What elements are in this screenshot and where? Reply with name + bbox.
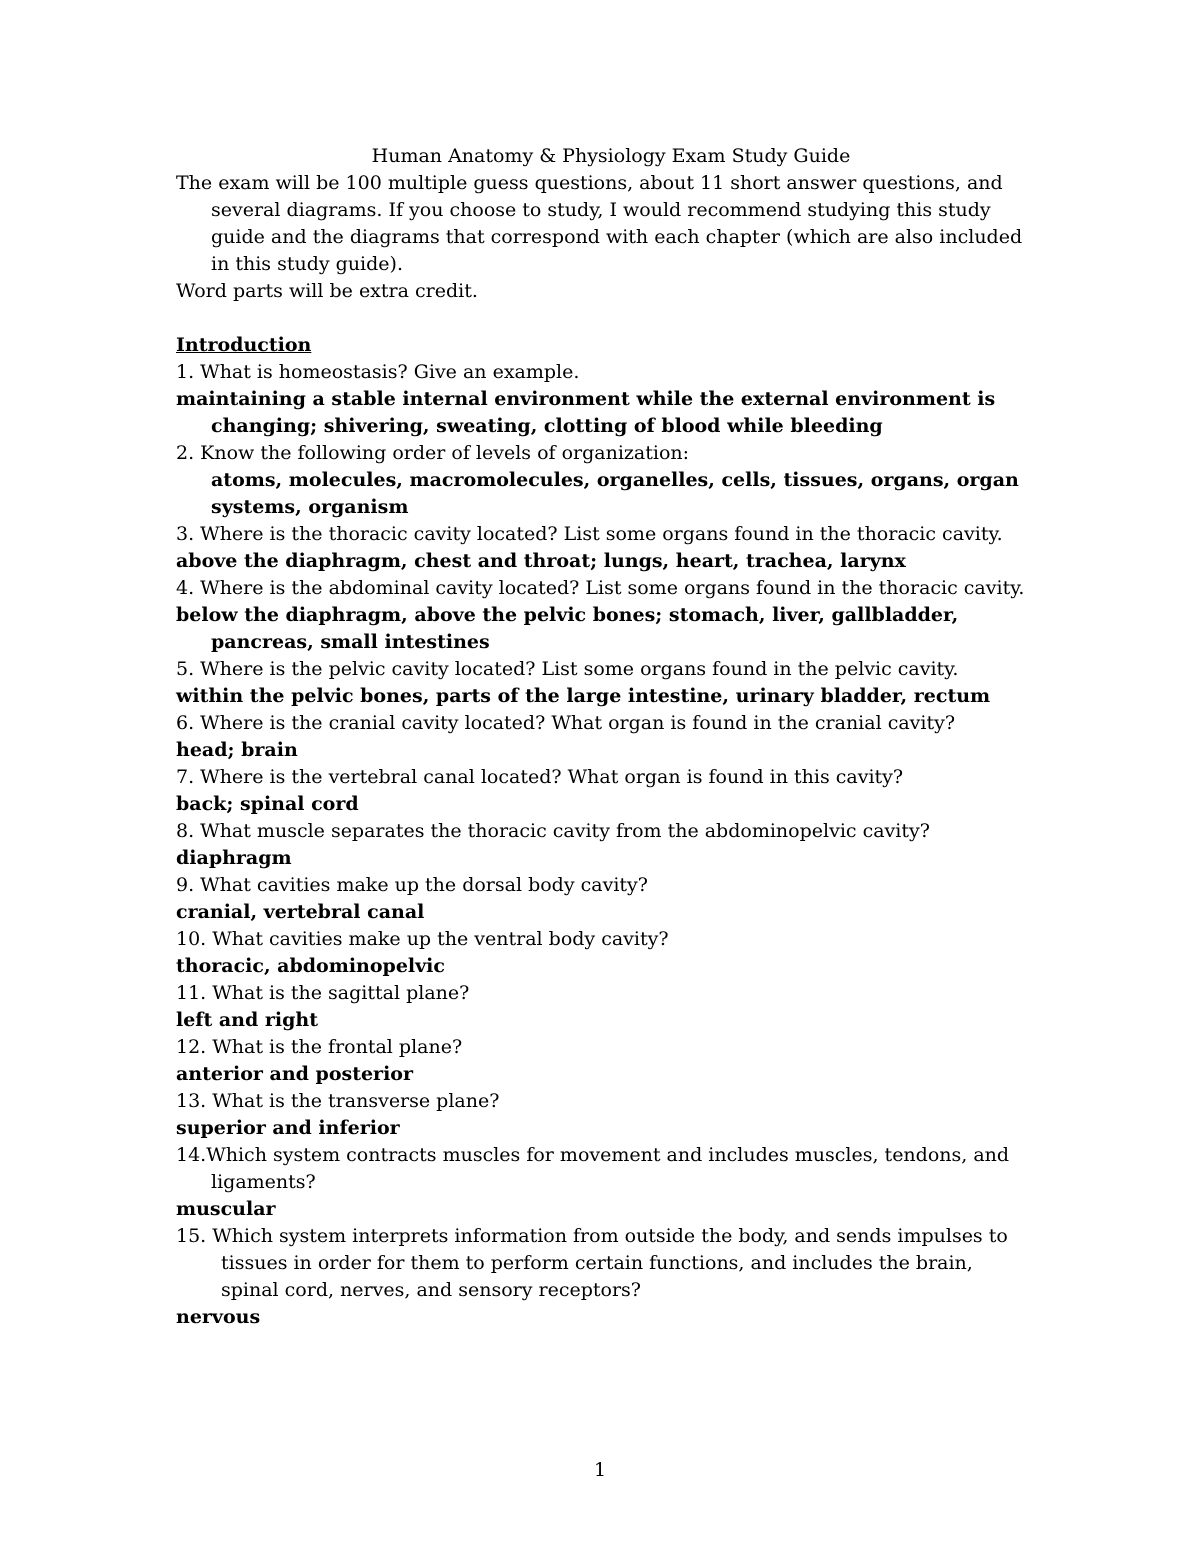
section-heading-introduction: Introduction (176, 334, 312, 356)
question-10: 10. What cavities make up the ventral body cavity? (176, 928, 669, 950)
answer-4: below the diaphragm, above the pelvic bones; stomach, liver, gallbladder, pancreas, small intestines (176, 604, 959, 653)
question-12: 12. What is the frontal plane? (176, 1036, 463, 1058)
question-7: 7. Where is the vertebral canal located? What organ is found in this cavity? (176, 766, 904, 788)
question-5: 5. Where is the pelvic cavity located? List some organs found in the pelvic cavity. (176, 658, 959, 680)
extra-credit-note: Word parts will be extra credit. (176, 280, 478, 302)
answer-13: superior and inferior (176, 1117, 400, 1139)
question-1: 1. What is homeostasis? Give an example. (176, 361, 580, 383)
document-title: Human Anatomy & Physiology Exam Study Guide (371, 145, 851, 167)
answer-1: maintaining a stable internal environment while the external environment is changing; shivering, sweating, clotting of blood while bleeding (176, 388, 996, 437)
question-9: 9. What cavities make up the dorsal body cavity? (176, 874, 648, 896)
answer-12: anterior and posterior (176, 1063, 413, 1085)
exam-description: The exam will be 100 multiple guess questions, about 11 short answer questions, and several diagrams. If you choose to study, I would recommend studying this study guide and the diagrams that correspond with each chapter (which are also included in this study guide). (176, 172, 1023, 275)
question-11: 11. What is the sagittal plane? (176, 982, 470, 1004)
question-4: 4. Where is the abdominal cavity located? List some organs found in the thoracic cavity. (176, 577, 1025, 599)
question-3: 3. Where is the thoracic cavity located? List some organs found in the thoracic cavity. (176, 523, 1003, 545)
page-number: 1 (593, 1459, 607, 1481)
question-6: 6. Where is the cranial cavity located? What organ is found in the cranial cavity? (176, 712, 956, 734)
answer-14: muscular (176, 1198, 276, 1220)
answer-5: within the pelvic bones, parts of the large intestine, urinary bladder, rectum (176, 685, 991, 707)
answer-9: cranial, vertebral canal (176, 901, 425, 923)
document-page (176, 143, 1036, 1331)
answer-7: back; spinal cord (176, 793, 359, 815)
question-13: 13. What is the transverse plane? (176, 1090, 500, 1112)
answer-10: thoracic, abdominopelvic (176, 955, 445, 977)
answer-15: nervous (176, 1306, 261, 1328)
question-14: 14.Which system contracts muscles for movement and includes muscles, tendons, and ligaments? (176, 1144, 1010, 1193)
answer-2: atoms, molecules, macromolecules, organelles, cells, tissues, organs, organ systems, organism (211, 469, 1019, 518)
answer-11: left and right (176, 1009, 318, 1031)
answer-8: diaphragm (176, 847, 292, 869)
answer-3: above the diaphragm, chest and throat; lungs, heart, trachea, larynx (176, 550, 906, 572)
question-8: 8. What muscle separates the thoracic cavity from the abdominopelvic cavity? (176, 820, 930, 842)
answer-6: head; brain (176, 739, 298, 761)
question-2: 2. Know the following order of levels of organization: (176, 442, 690, 464)
question-15: 15. Which system interprets information from outside the body, and sends impulses to tissues in order for them to perform certain functions, and includes the brain, spinal cord, nerves, and sensory receptors? (176, 1225, 1008, 1301)
